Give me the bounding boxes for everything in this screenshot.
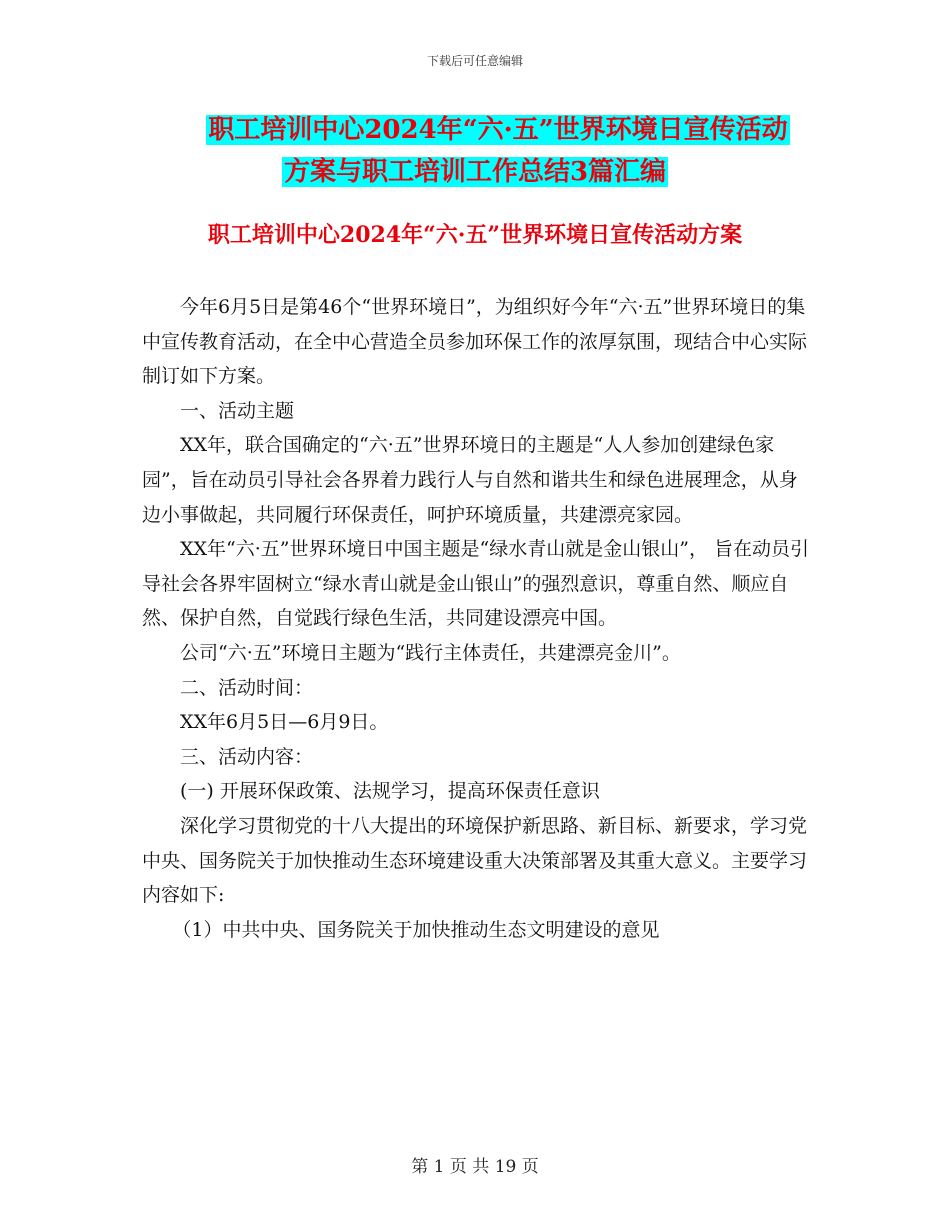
document-body [142, 290, 812, 947]
paragraph-china-theme: XX年“六·五”世界环境日中国主题是“绿水青山就是金山银山”， 旨在动员引导社会各界牢固树立“绿水青山就是金山银山”的强烈意识，尊重自然、顺应自然、保护自然，自觉践行绿色生活，共同建设漂亮中国。 [142, 538, 809, 630]
paragraph-intro: 今年6月5日是第46个“世界环境日”，为组织好今年“六·五”世界环境日的集中宣传教育活动，在全中心营造全员参加环保工作的浓厚氛围，现结合中心实际制订如下方案。 [142, 296, 808, 388]
paragraph-study-details: 深化学习贯彻党的十八大提出的环境保护新思路、新目标、新要求，学习党中央、国务院关于加快推动生态环境建设重大决策部署及其重大意义。主要学习内容如下: [142, 814, 808, 907]
document-title-line-1-text: 职工培训中心2024年“六·五”世界环境日宣传活动 [208, 115, 788, 145]
heading-activity-content: 三、活动内容： [180, 745, 314, 768]
header-note: 下载后可任意编辑 [426, 54, 523, 68]
page-footer: 第 1 页 共 19 页 [411, 1157, 539, 1177]
subheading-policy-study: (一) 开展环保政策、法规学习，提高环保责任意识 [180, 780, 600, 803]
document-title-line-1 [0, 110, 950, 150]
heading-activity-theme: 一、活动主题 [180, 399, 295, 422]
document-title-line-2 [0, 152, 950, 192]
section-title: 职工培训中心2024年“六·五”世界环境日宣传活动方案 [207, 222, 743, 248]
paragraph-company-theme: 公司“六·五”环境日主题为“践行主体责任，共建漂亮金川”。 [180, 641, 681, 664]
paragraph-activity-dates: XX年6月5日—6月9日。 [180, 711, 389, 734]
heading-activity-time: 二、活动时间： [180, 676, 314, 699]
document-title-line-2-text: 方案与职工培训工作总结3篇汇编 [283, 157, 667, 187]
list-item-study-1: （1）中共中央、国务院关于加快推动生态文明建设的意见 [172, 918, 660, 941]
paragraph-un-theme: XX年，联合国确定的“六·五”世界环境日的主题是“人人参加创建绿色家园”，旨在动员引导社会各界着力践行人与自然和谐共生和绿色进展理念，从身边小事做起，共同履行环保责任，呵护环境质量，共建漂亮家园。 [142, 434, 798, 526]
